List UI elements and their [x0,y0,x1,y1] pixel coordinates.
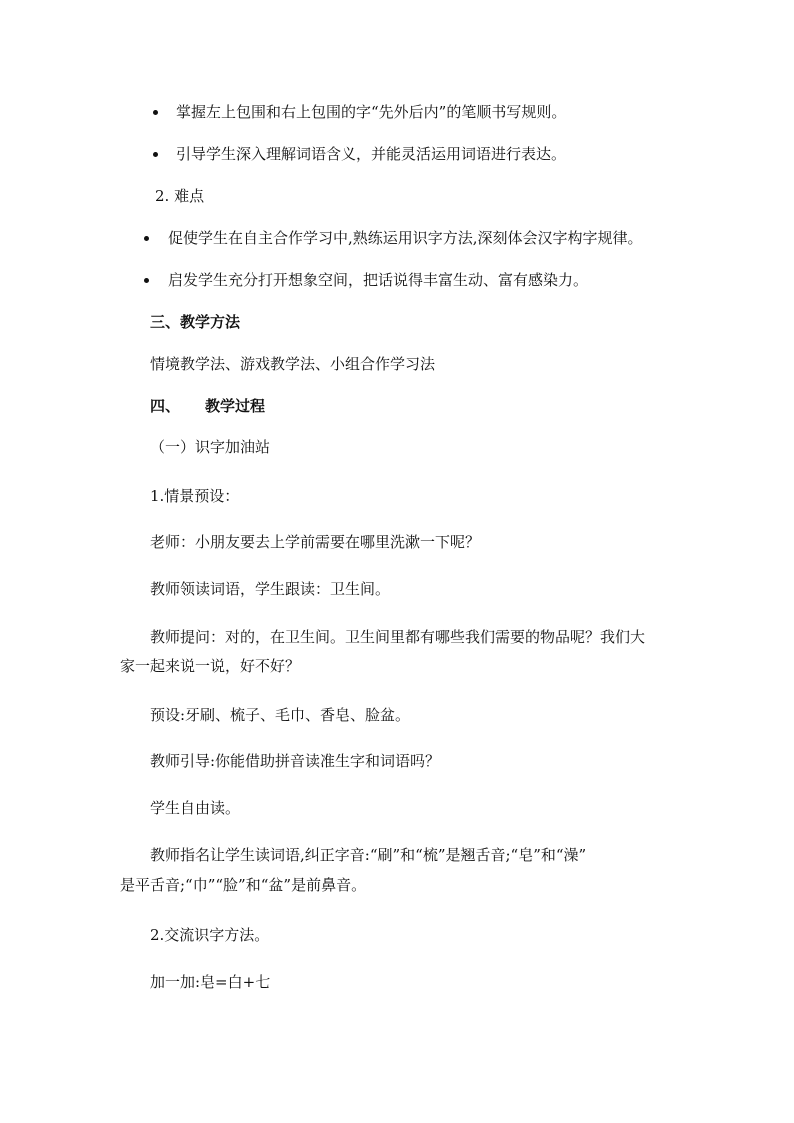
step-heading: 2.交流识字方法。 [150,926,270,944]
subsection-heading: （一）识字加油站 [150,438,271,456]
paragraph: 教师提问：对的，在卫生间。卫生间里都有哪些我们需要的物品呢？我们大 [150,628,646,646]
bullet-marker [144,236,149,241]
section-heading: 教学过程 [205,397,266,415]
paragraph: 预设:牙刷、梳子、毛巾、香皂、脸盆。 [150,706,411,724]
paragraph: 教师领读词语，学生跟读：卫生间。 [150,580,391,598]
bullet-item: 促使学生在自主合作学习中,熟练运用识字方法,深刻体会汉字构字规律。 [168,229,643,247]
bullet-item: 启发学生充分打开想象空间，把话说得丰富生动、富有感染力。 [168,271,589,289]
paragraph: 学生自由读。 [150,799,241,817]
difficulty-heading: 2. 难点 [155,187,205,205]
paragraph: 加一加:皂=白+七 [150,973,271,991]
paragraph: 老师：小朋友要去上学前需要在哪里洗漱一下呢？ [150,533,481,551]
bullet-marker [153,110,158,115]
bullet-item: 掌握左上包围和右上包围的字“先外后内”的笔顺书写规则。 [176,103,567,121]
bullet-marker [153,152,158,157]
section-heading: 三、教学方法 [150,313,241,331]
section-content: 情境教学法、游戏教学法、小组合作学习法 [150,355,436,373]
bullet-marker [144,278,149,283]
step-heading: 1.情景预设： [150,487,240,505]
section-number: 四、 [150,397,181,415]
paragraph: 家一起来说一说，好不好？ [120,657,301,675]
paragraph: 教师指名让学生读词语,纠正字音:“刷”和“梳”是翘舌音;“皂”和“澡” [150,846,587,864]
paragraph: 是平舌音;“巾”“脸”和“盆”是前鼻音。 [120,876,367,894]
paragraph: 教师引导:你能借助拼音读准生字和词语吗？ [150,752,441,770]
bullet-item: 引导学生深入理解词语含义，并能灵活运用词语进行表达。 [176,145,567,163]
